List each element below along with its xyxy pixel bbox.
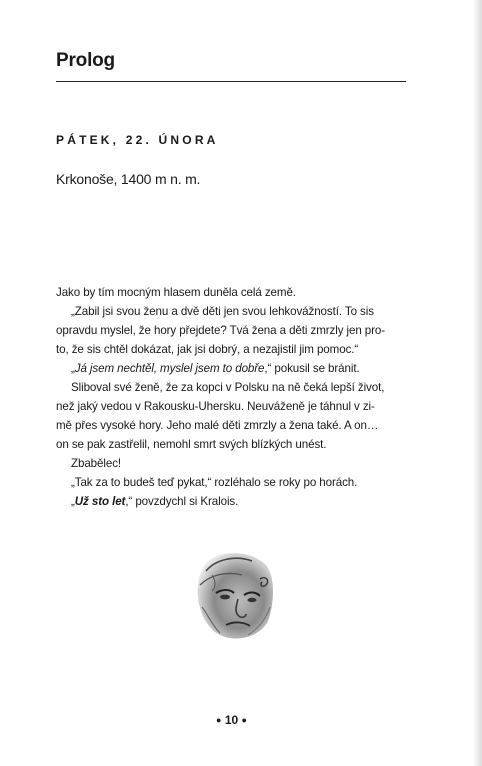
paragraph-line: Sliboval své ženě, že za kopci v Polsku na ně čeká lepší život, xyxy=(71,381,385,394)
quote-open: „ xyxy=(71,362,75,375)
chapter-title: Prolog xyxy=(56,50,115,71)
title-divider xyxy=(56,81,406,82)
paragraph-line: „Tak za to budeš teď pykat,“ rozléhalo se roky po horách. xyxy=(71,476,358,489)
paragraph-line: Jako by tím mocným hlasem duněla celá země. xyxy=(56,286,296,299)
paragraph-line xyxy=(56,492,389,511)
bullet-left-icon: ● xyxy=(216,715,222,725)
quote-open: „ xyxy=(71,495,75,508)
section-date: PÁTEK, 22. ÚNORA xyxy=(56,133,219,147)
page-number xyxy=(0,713,463,727)
paragraph-line xyxy=(56,359,389,378)
paragraph-line: on se pak zastřelil, nemohl smrt svých blízkých unést. xyxy=(56,438,327,451)
bold-italic-quote: Už sto let xyxy=(74,495,126,508)
bullet-right-icon: ● xyxy=(241,715,247,725)
face-illustration xyxy=(186,545,282,645)
paragraph-line: než jaký vedou v Rakousku-Uhersku. Neuváženě je táhnul v zi- xyxy=(56,400,375,413)
paragraph-line: mě přes vysoké hory. Jeho malé děti zmrzly a žena také. A on… xyxy=(56,419,379,432)
paragraph-line: Zbabělec! xyxy=(71,457,122,470)
paragraph-line: to, že sis chtěl dokázat, jak jsi dobrý, a nezajistil jim pomoc.“ xyxy=(56,343,359,356)
paragraph-line: „Zabil jsi svou ženu a dvě děti jen svou lehkovážností. To sis xyxy=(71,305,374,318)
page-edge-shadow xyxy=(473,0,482,766)
paragraph-line: opravdu myslel, že hory přejdete? Tvá žena a děti zmrzly jen pro- xyxy=(56,324,386,337)
italic-quote: Já jsem nechtěl, myslel jsem to dobře xyxy=(74,362,265,375)
quote-rest: ,“ pokusil se bránit. xyxy=(264,362,360,375)
section-location: Krkonoše, 1400 m n. m. xyxy=(56,171,201,187)
page-number-value: 10 xyxy=(224,713,239,727)
quote-rest: ,“ povzdychl si Kralois. xyxy=(125,495,239,508)
body-text xyxy=(56,283,389,511)
